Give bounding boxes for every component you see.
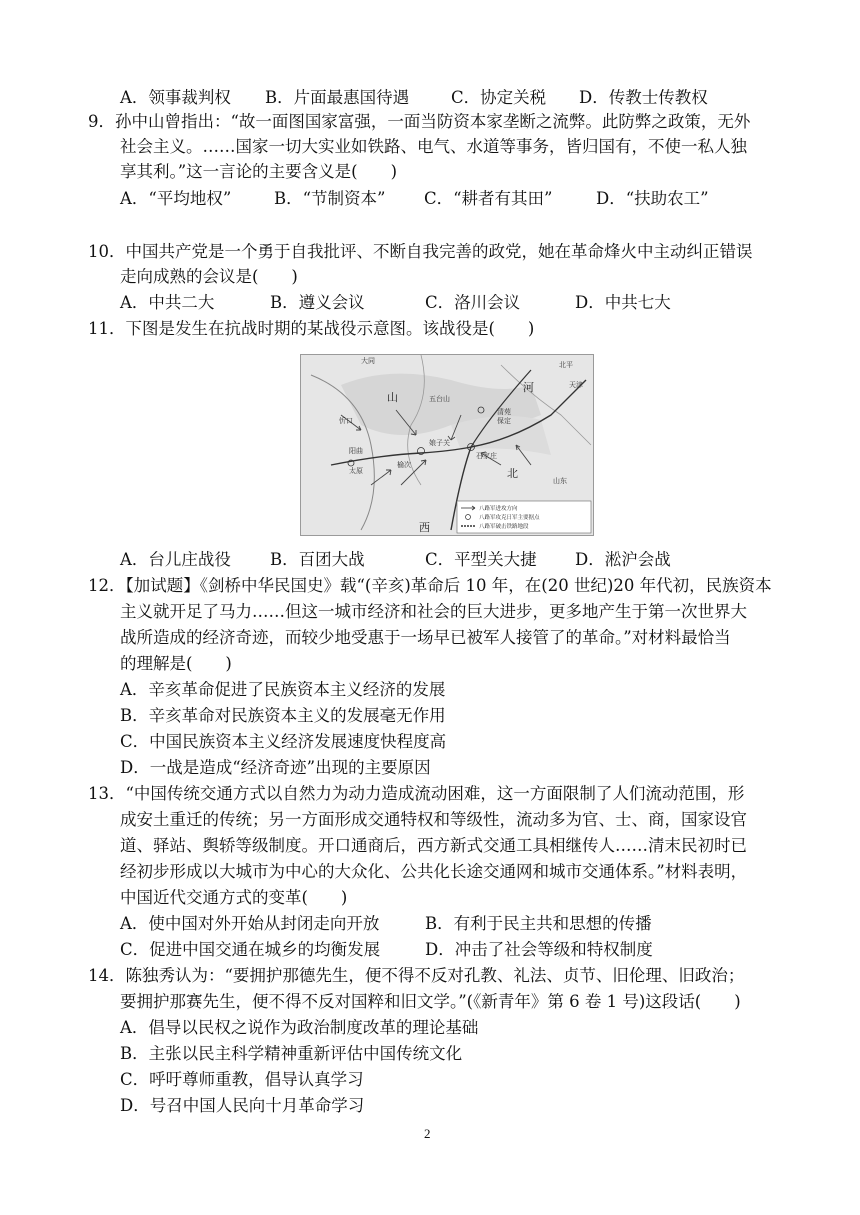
q14-option-b: B．主张以民主科学精神重新评估中国传统文化 <box>120 1044 463 1063</box>
battle-map <box>300 354 594 536</box>
q11-option-d: D．淞沪会战 <box>575 550 671 569</box>
map-label-xinkou: 忻口 <box>339 417 353 425</box>
q12-option-d: D．一战是造成“经济奇迹”出现的主要原因 <box>120 758 431 777</box>
q10-option-c: C．洛川会议 <box>425 293 521 312</box>
q13-stem-line-1: 13．“中国传统交通方式以自然力为动力造成流动困难，这一方面限制了人们流动范围，形 <box>88 784 745 803</box>
legend-railway-sabotage: 八路军破击铁路地段 <box>479 524 529 530</box>
q11-option-a: A．台儿庄战役 <box>120 550 231 569</box>
map-label-baoding: 保定 <box>497 417 511 425</box>
q13-stem-line-3: 道、驿站、舆轿等级制度。开口通商后，西方新式交通工具相继传人……清末民初时已 <box>120 836 747 855</box>
q14-stem-line-2: 要拥护那赛先生，便不得不反对国粹和旧文学。”(《新青年》第 6 卷 1 号)这段话( ) <box>120 992 741 1011</box>
q9-stem-line-1: 9．孙中山曾指出：“故一面图国家富强，一面当防资本家垄断之流弊。此防弊之政策，无外 <box>88 112 751 131</box>
q8-option-d: D．传教士传教权 <box>579 88 708 107</box>
map-region-shandong: 山东 <box>553 477 567 485</box>
map-region-xi: 西 <box>419 521 430 534</box>
map-label-niangziguan: 娘子关 <box>429 439 450 447</box>
q11-stem-line-1: 11．下图是发生在抗战时期的某战役示意图。该战役是( ) <box>88 319 535 338</box>
q12-stem-line-3: 战所造成的经济奇迹，而较少地受惠于一场早已被军人接管了的革命。”对材料最恰当 <box>120 628 731 647</box>
q10-option-b: B．遵义会议 <box>270 293 365 312</box>
q13-stem-line-2: 成安土重迁的传统；另一方面形成交通特权和等级性，流动多为官、士、商，国家设官 <box>120 810 747 829</box>
q10-stem-line-2: 走向成熟的会议是( ) <box>120 267 298 286</box>
q12-option-c: C．中国民族资本主义经济发展速度快程度高 <box>120 732 447 751</box>
map-label-beiping: 北平 <box>559 361 573 369</box>
q9-option-d: D．“扶助农工” <box>596 189 709 208</box>
q12-stem-line-1: 12．【加试题】《剑桥中华民国史》载“(辛亥)革命后 10 年，在(20 世纪)20 年代初，民族资本 <box>88 576 772 595</box>
map-region-he: 河 <box>523 381 534 394</box>
map-label-datong: 大同 <box>361 357 375 365</box>
q9-option-c: C．“耕者有其田” <box>424 189 553 208</box>
q8-option-c: C．协定关税 <box>451 88 547 107</box>
q10-stem-line-1: 10．中国共产党是一个勇于自我批评、不断自我完善的政党，她在革命烽火中主动纠正错误 <box>88 242 753 261</box>
battle-map-drawing <box>301 355 593 535</box>
q9-stem-line-3: 享其利。”这一言论的主要含义是( ) <box>120 162 398 181</box>
legend-captured-strongpoint: 八路军攻克日军主要据点 <box>479 515 540 521</box>
q13-stem-line-5: 中国近代交通方式的变革( ) <box>120 888 348 907</box>
q8-option-a: A．领事裁判权 <box>120 88 231 107</box>
map-label-yangqu: 阳曲 <box>349 447 363 455</box>
q10-option-d: D．中共七大 <box>575 293 671 312</box>
q13-stem-line-4: 经初步形成以大城市为中心的大众化、公共化长途交通网和城市交通体系。”材料表明， <box>120 862 748 881</box>
map-label-wutaishan: 五台山 <box>429 395 450 403</box>
q11-option-b: B．百团大战 <box>270 550 365 569</box>
map-label-shijiazhuang: 石家庄 <box>476 452 497 460</box>
q11-option-c: C．平型关大捷 <box>425 550 537 569</box>
q13-option-c: C．促进中国交通在城乡的均衡发展 <box>120 940 381 959</box>
q14-option-a: A．倡导以民权之说作为政治制度改革的理论基础 <box>120 1018 479 1037</box>
map-label-yuci: 榆次 <box>397 461 411 469</box>
q13-option-d: D．冲击了社会等级和特权制度 <box>425 940 653 959</box>
map-label-qingyuan: 清苑 <box>497 408 511 416</box>
q13-option-b: B．有利于民主共和思想的传播 <box>425 914 652 933</box>
q10-option-a: A．中共二大 <box>120 293 215 312</box>
map-region-bei: 北 <box>507 467 518 480</box>
map-label-taiyuan: 太原 <box>349 467 363 475</box>
page-number: 2 <box>424 1126 431 1141</box>
q12-stem-line-4: 的理解是( ) <box>120 654 232 673</box>
map-region-shan: 山 <box>387 391 398 404</box>
q13-option-a: A．使中国对外开始从封闭走向开放 <box>120 914 380 933</box>
q9-option-b: B．“节制资本” <box>274 189 386 208</box>
q12-option-b: B．辛亥革命对民族资本主义的发展毫无作用 <box>120 706 446 725</box>
q14-option-c: C．呼吁尊师重教，倡导认真学习 <box>120 1070 364 1089</box>
q9-option-a: A．“平均地权” <box>120 189 232 208</box>
q14-stem-line-1: 14．陈独秀认为：“要拥护那德先生，便不得不反对孔教、礼法、贞节、旧伦理、旧政治； <box>88 966 745 985</box>
q12-option-a: A．辛亥革命促进了民族资本主义经济的发展 <box>120 680 446 699</box>
map-label-tianjin: 天津 <box>569 381 583 389</box>
legend-attack-direction: 八路军进攻方向 <box>479 506 518 512</box>
q8-option-b: B．片面最惠国待遇 <box>265 88 410 107</box>
q9-stem-line-2: 社会主义。……国家一切大实业如铁路、电气、水道等事务，皆归国有，不使一私人独 <box>120 137 747 156</box>
q12-stem-line-2: 主义就开足了马力……但这一城市经济和社会的巨大进步，更多地产生于第一次世界大 <box>120 602 747 621</box>
q14-option-d: D．号召中国人民向十月革命学习 <box>120 1096 365 1115</box>
